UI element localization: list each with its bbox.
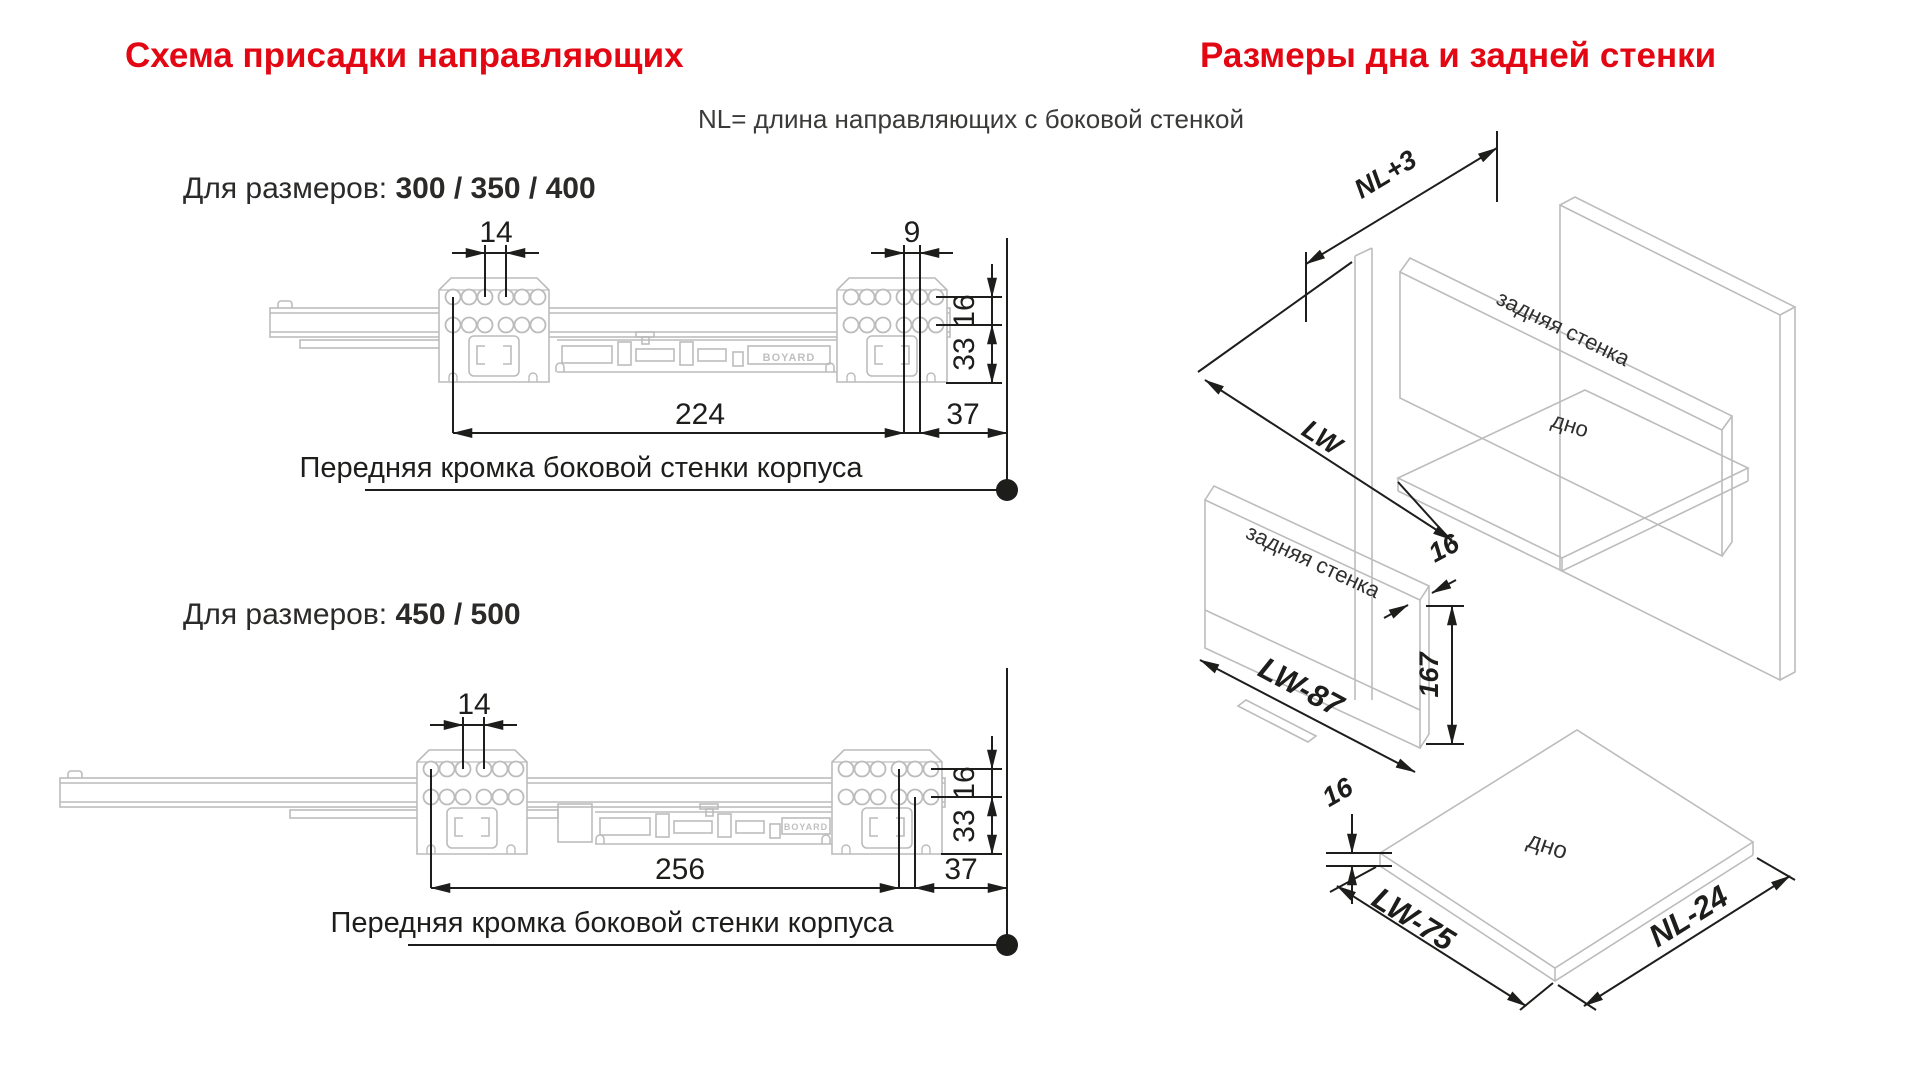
dim-nl-minus-24: NL-24	[1642, 878, 1735, 954]
rear-bracket	[837, 278, 947, 382]
dim-16: 16	[948, 294, 981, 328]
size-label-values: 450 / 500	[395, 598, 521, 631]
iso-assembly-figure	[1198, 131, 1795, 742]
dim-14: 14	[479, 216, 513, 249]
left-section-title: Схема присадки направляющих	[125, 36, 684, 75]
slide-drawing-300-350-400	[270, 216, 1018, 501]
bottom-panel-label: дно	[1548, 407, 1592, 443]
iso-bottom-panel-figure	[1317, 730, 1795, 1010]
front-edge-dot	[996, 934, 1018, 956]
dim-14: 14	[457, 688, 491, 721]
right-section-title: Размеры дна и задней стенки	[1200, 36, 1717, 75]
size-label-values: 300 / 350 / 400	[395, 172, 596, 205]
dim-thickness-16: 16	[1316, 771, 1359, 813]
slide-drawing-450-500	[60, 668, 1018, 956]
size-label-prefix: Для размеров:	[183, 172, 388, 205]
back-wall-label: задняя стенка	[1242, 519, 1385, 604]
bottom-panel-label: дно	[1523, 826, 1572, 866]
front-edge-label: Передняя кромка боковой стенки корпуса	[299, 452, 863, 484]
dim-256: 256	[654, 853, 706, 886]
brand-logo: BOYARD	[783, 822, 829, 832]
nl-definition-note: NL= длина направляющих с боковой стенкой	[698, 104, 1244, 134]
back-wall-label: задняя стенка	[1492, 285, 1634, 372]
dimension-lines	[1198, 131, 1497, 545]
rear-bracket	[832, 750, 942, 854]
dim-37: 37	[946, 398, 980, 431]
dim-lw: LW	[1296, 413, 1348, 462]
iso-back-wall-figure	[1200, 486, 1465, 772]
dim-9: 9	[903, 216, 921, 249]
front-bracket	[417, 750, 527, 854]
dim-16: 16	[948, 766, 981, 800]
dim-lw-minus-75: LW-75	[1366, 880, 1462, 958]
dim-height-167: 167	[1414, 652, 1444, 698]
size-label-prefix: Для размеров:	[183, 598, 388, 631]
dim-33: 33	[948, 337, 981, 371]
dim-lw-minus-87: LW-87	[1252, 650, 1349, 724]
front-edge-dot	[996, 479, 1018, 501]
dim-thickness-16: 16	[1423, 527, 1465, 569]
front-bracket	[439, 278, 549, 382]
dim-33: 33	[948, 809, 981, 843]
dim-nl-plus-3: NL+3	[1349, 144, 1422, 205]
front-edge-label: Передняя кромка боковой стенки корпуса	[330, 907, 894, 939]
dim-37: 37	[944, 853, 978, 886]
cabinet-art	[1238, 197, 1795, 742]
dim-224: 224	[674, 398, 726, 431]
brand-logo: BOYARD	[762, 352, 816, 364]
